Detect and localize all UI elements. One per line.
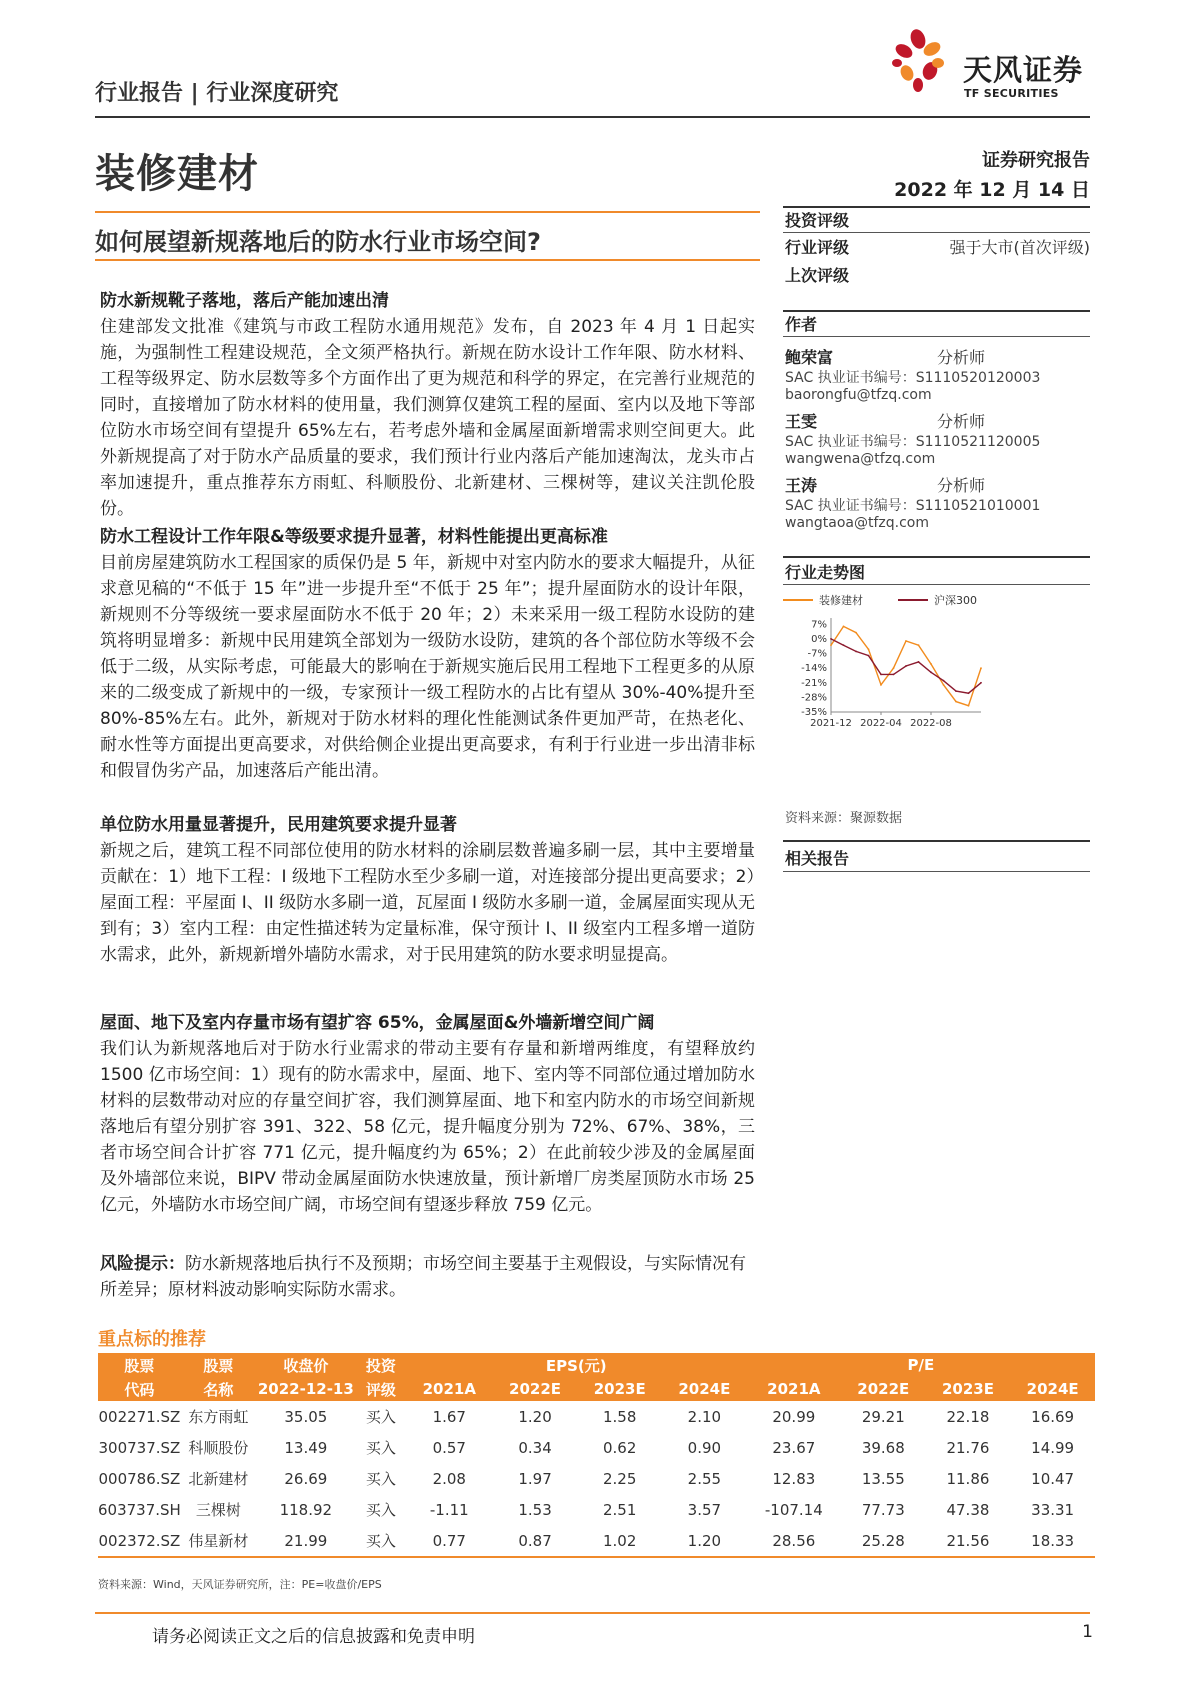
author-name: 王涛 <box>785 476 818 495</box>
table-header-row <box>98 1353 1095 1377</box>
section-paragraph: 我们认为新规落地后对于防水行业需求的带动主要有存量和新增两维度，有望释放约 1500 亿市场空间：1）现有的防水需求中，屋面、地下、室内等不同部位通过增加防水材料的层数带动对应的存量空间扩容，我们测算屋面、地下和室内防水的市场空间新规落地后有望分别扩容 391、322、58 亿元，提升幅度分别为 72%、67%、38%，三者市场空间合计扩容 771 亿元，提升幅度约为 65%；2）在此前较少涉及的金属屋面及外墙部位来说，BIPV 带动金属屋面防水快速放量，预计新增厂房类屋顶防水市场 25 亿元，外墙防水市场空间广阔，市场空间有望逐步释放 759 亿元。 <box>100 1039 755 1215</box>
th-pe-2021a: 2021A <box>747 1377 841 1401</box>
section-heading: 单位防水用量显著提升，民用建筑要求提升显著 <box>100 815 457 835</box>
series-point <box>905 640 907 642</box>
table-cell: 14.99 <box>1031 1438 1075 1457</box>
section-paragraph: 新规之后，建筑工程不同部位使用的防水材料的涂刷层数普遍多刷一层，其中主要增量贡献在：1）地下工程：I 级地下工程防水至少多刷一道，对连接部分提出更高要求；2）屋面工程：平屋面 I、II 级防水多刷一道，瓦屋面 I 级防水多刷一道，金属屋面实现从无到有；3）室内工程：由定性描述转为定量标准，保守预计 I、II 级室内工程多增一道防水需求，此外，新规新增外墙防水需求，对于民用建筑的防水要求明显提高。 <box>100 841 755 965</box>
table-cell: 1.58 <box>603 1407 637 1426</box>
series-point <box>893 674 895 676</box>
table-row <box>98 1432 1095 1463</box>
table-cell: 33.31 <box>1031 1500 1075 1519</box>
series-point <box>918 644 920 646</box>
table-cell: 47.38 <box>946 1500 990 1519</box>
report-date: 2022 年 12 月 14 日 <box>894 179 1090 201</box>
series-point <box>893 667 895 669</box>
series-point <box>843 625 845 627</box>
table-cell: 35.05 <box>284 1407 328 1426</box>
table-cell: 26.69 <box>284 1469 328 1488</box>
title-top-divider <box>95 211 760 213</box>
table-cell: 39.68 <box>861 1438 905 1457</box>
table-cell: 3.57 <box>687 1500 722 1519</box>
related-rule <box>783 871 1090 872</box>
related-top-rule <box>783 840 1090 842</box>
th-date: 2022-12-13 <box>256 1377 356 1401</box>
table-cell: 603737.SH <box>98 1500 181 1519</box>
industry-rating-label: 行业评级 <box>785 238 850 257</box>
author-role: 分析师 <box>937 412 986 431</box>
y-tick-label: 0% <box>811 633 827 645</box>
author-role: 分析师 <box>937 348 986 367</box>
series-point <box>880 684 882 686</box>
rating-heading: 投资评级 <box>785 211 850 230</box>
section-heading: 防水新规靴子落地，落后产能加速出清 <box>100 291 389 311</box>
table-cell: 买入 <box>365 1408 396 1426</box>
series-point <box>943 684 945 686</box>
th-pe-2024e: 2024E <box>1010 1377 1095 1401</box>
logo-name: 天风证券 <box>963 53 1084 87</box>
table-cell: -107.14 <box>764 1500 823 1519</box>
table-cell: 11.86 <box>946 1469 990 1488</box>
series-point <box>930 671 932 673</box>
series-point <box>930 663 932 665</box>
y-tick-label: -28% <box>801 692 827 704</box>
table-title: 重点标的推荐 <box>98 1329 206 1350</box>
report-category: 行业报告 | 行业深度研究 <box>95 81 339 106</box>
table-cell: 东方雨虹 <box>188 1408 249 1426</box>
author-role: 分析师 <box>937 476 986 495</box>
x-tick-label: 2022-08 <box>910 718 952 729</box>
author-cert: SAC 执业证书编号：S1110521120005 <box>785 434 1041 450</box>
table-cell: 0.87 <box>493 1525 578 1557</box>
title-bottom-divider <box>95 259 760 261</box>
section-paragraph: 住建部发文批准《建筑与市政工程防水通用规范》发布，自 2023 年 4 月 1 日起实施，为强制性工程建设规范，全文须严格执行。新规在防水设计工作年限、防水材料、工程等级界定、防水层数等多个方面作出了更为规范和科学的界定，在完善行业规范的同时，直接增加了防水材料的使用量，我们测算仅建筑工程的屋面、室内以及地下等部位防水市场空间有望提升 65%左右，若考虑外墙和金属屋面新增需求则空间更大。此外新规提高了对于防水产品质量的要求，我们预计行业内落后产能加速淘汰，龙头市占率加速提升，重点推荐东方雨虹、科顺股份、北新建材、三棵树等，建议关注凯伦股份。 <box>100 317 755 519</box>
table-cell: 13.49 <box>284 1438 328 1457</box>
table-header-row <box>98 1377 1095 1401</box>
table-row <box>98 1401 1095 1432</box>
table-row <box>98 1494 1095 1525</box>
section-heading: 防水工程设计工作年限&等级要求提升显著，材料性能提出更高标准 <box>100 527 608 547</box>
footer-disclaimer: 请务必阅读正文之后的信息披露和免责申明 <box>152 1627 475 1647</box>
series-point <box>830 638 832 640</box>
y-tick-label: 7% <box>811 619 827 631</box>
table-cell: 买入 <box>365 1501 396 1519</box>
series-point <box>943 680 945 682</box>
table-cell: 22.18 <box>946 1407 990 1426</box>
industry-trend-chart <box>783 590 1093 790</box>
series-point <box>968 705 970 707</box>
table-cell: 1.53 <box>518 1500 552 1519</box>
author-email[interactable]: wangtaoa@tfzq.com <box>785 515 930 531</box>
y-tick-label: -35% <box>801 707 827 718</box>
series-point <box>830 644 832 646</box>
industry-title: 装修建材 <box>95 151 259 197</box>
th-pe-2022e: 2022E <box>841 1377 926 1401</box>
table-cell: 21.76 <box>946 1438 990 1457</box>
section-paragraph: 目前房屋建筑防水工程国家的质保仍是 5 年，新规中对室内防水的要求大幅提升，从征求意见稿的“不低于 15 年”进一步提升至“不低于 25 年”；提升屋面防水的设计年限，新规则不分等级统一要求屋面防水不低于 20 年；2）未来采用一级工程防水设防的建筑将明显增多：新规中民用建筑全部划为一级防水设防，建筑的各个部位防水等级不会低于二级，从实际考虑，可能最大的影响在于新规实施后民用工程地下工程更多的从原来的二级变成了新规中的一级，专家预计一级工程防水的占比有望从 30%-40%提升至 80%-85%左右。此外，新规对于防水材料的理化性能测试条件更加严苛，在热老化、耐水性等方面提出更高要求，对供给侧企业提出更高要求，有利于行业进一步出清非标和假冒伪劣产品，加速落后产能出清。 <box>100 553 755 781</box>
table-row <box>98 1525 1095 1557</box>
series-point <box>968 692 970 694</box>
table-cell: 1.67 <box>432 1407 466 1426</box>
table-cell: 28.56 <box>747 1525 841 1557</box>
table-cell: 1.97 <box>518 1469 552 1488</box>
y-tick-label: -14% <box>801 663 827 675</box>
footer-divider <box>95 1612 1090 1614</box>
y-tick-label: -21% <box>801 677 827 689</box>
document-title: 如何展望新规落地后的防水行业市场空间? <box>95 228 541 256</box>
legend-label: 装修建材 <box>819 594 863 607</box>
trend-top-rule <box>783 556 1090 558</box>
section-block <box>100 812 755 968</box>
table-cell: 科顺股份 <box>188 1439 249 1457</box>
table-cell: 0.90 <box>687 1438 722 1457</box>
logo-subtitle: TF SECURITIES <box>964 87 1059 100</box>
table-cell: 1.02 <box>577 1525 662 1557</box>
report-type: 证券研究报告 <box>982 150 1090 171</box>
table-cell: 002271.SZ <box>98 1407 181 1426</box>
th-code: 代码 <box>98 1377 181 1401</box>
table-cell: 买入 <box>356 1525 406 1557</box>
table-cell: 21.99 <box>256 1525 356 1557</box>
series-point <box>868 648 870 650</box>
x-tick-label: 2021-12 <box>810 718 852 729</box>
recommendation-table <box>98 1353 1095 1558</box>
risk-text: 防水新规落地后执行不及预期；市场空间主要基于主观假设，与实际情况有所差异；原材料波动影响实际防水需求。 <box>100 1254 746 1300</box>
page-number: 1 <box>1082 1622 1093 1642</box>
section-heading: 屋面、地下及室内存量市场有望扩容 65%，金属屋面&外墙新增空间广阔 <box>100 1013 655 1033</box>
table-cell: 2.51 <box>603 1500 637 1519</box>
table-cell: 20.99 <box>772 1407 816 1426</box>
series-point <box>905 665 907 667</box>
table-cell: 23.67 <box>772 1438 816 1457</box>
table-cell: 买入 <box>365 1470 396 1488</box>
previous-rating-label: 上次评级 <box>785 266 850 285</box>
th-rating: 投资 <box>356 1353 406 1377</box>
trend-rule <box>783 584 1090 585</box>
table-cell: 002372.SZ <box>98 1525 181 1557</box>
authors-rule <box>783 336 1090 337</box>
table-cell: 10.47 <box>1031 1469 1075 1488</box>
table-cell: 118.92 <box>279 1500 333 1519</box>
table-cell: 伟星新材 <box>181 1525 256 1557</box>
author-cert: SAC 执业证书编号：S1110520120003 <box>785 370 1041 386</box>
th-stock: 股票 <box>98 1353 181 1377</box>
table-cell: 77.73 <box>861 1500 905 1519</box>
table-cell: 16.69 <box>1031 1407 1075 1426</box>
table-cell: 12.83 <box>772 1469 816 1488</box>
related-heading: 相关报告 <box>785 849 850 868</box>
table-cell: 000786.SZ <box>98 1469 181 1488</box>
section-block <box>100 1010 755 1218</box>
th-eps-2021a: 2021A <box>406 1377 493 1401</box>
table-cell: 2.55 <box>687 1469 722 1488</box>
section-block <box>100 288 755 522</box>
authors-heading: 作者 <box>785 315 818 334</box>
th-close: 收盘价 <box>256 1353 356 1377</box>
risk-label: 风险提示： <box>100 1254 185 1274</box>
trend-heading: 行业走势图 <box>785 563 866 582</box>
series-point <box>855 651 857 653</box>
table-cell: 2.08 <box>432 1469 466 1488</box>
author-name: 王雯 <box>785 412 818 431</box>
table-row <box>98 1463 1095 1494</box>
table-cell: 1.20 <box>518 1407 552 1426</box>
table-cell: 2.10 <box>687 1407 722 1426</box>
series-point <box>955 701 957 703</box>
th-eps-2022e: 2022E <box>493 1377 578 1401</box>
table-cell: 300737.SZ <box>98 1438 181 1457</box>
table-cell: 1.20 <box>662 1525 747 1557</box>
industry-rating-value: 强于大市(首次评级) <box>949 238 1090 257</box>
table-cell: 21.56 <box>926 1525 1011 1557</box>
th-name: 名称 <box>181 1377 256 1401</box>
th-eps-2023e: 2023E <box>577 1377 662 1401</box>
table-cell: 北新建材 <box>188 1470 249 1488</box>
table-cell: 29.21 <box>861 1407 905 1426</box>
th-stock: 股票 <box>181 1353 256 1377</box>
series-point <box>868 655 870 657</box>
series-point <box>980 667 982 669</box>
series-point <box>955 690 957 692</box>
series-point <box>880 674 882 676</box>
th-pe: P/E <box>747 1353 1095 1377</box>
th-eps: EPS(元) <box>406 1353 747 1377</box>
series-point <box>980 682 982 684</box>
author-email[interactable]: baorongfu@tfzq.com <box>785 387 932 403</box>
table-cell: 25.28 <box>841 1525 926 1557</box>
table-cell: 三棵树 <box>195 1501 241 1519</box>
series-point <box>855 632 857 634</box>
table-cell: 18.33 <box>1010 1525 1095 1557</box>
header-divider <box>95 116 1090 118</box>
table-cell: 0.57 <box>432 1438 466 1457</box>
risk-note <box>100 1251 755 1303</box>
series-point <box>918 661 920 663</box>
authors-top-rule <box>783 310 1090 312</box>
table-cell: 13.55 <box>861 1469 905 1488</box>
table-cell: 0.77 <box>406 1525 493 1557</box>
table-cell: -1.11 <box>429 1500 469 1519</box>
chart-source: 资料来源：聚源数据 <box>785 811 903 826</box>
y-tick-label: -7% <box>807 648 827 660</box>
x-tick-label: 2022-04 <box>860 718 902 729</box>
table-cell: 买入 <box>365 1439 396 1457</box>
table-cell: 2.25 <box>603 1469 637 1488</box>
legend-label: 沪深300 <box>934 594 977 607</box>
table-source: 资料来源：Wind，天风证券研究所，注：PE=收盘价/EPS <box>98 1578 382 1591</box>
series-point <box>843 644 845 646</box>
author-name: 鲍荣富 <box>785 348 834 367</box>
rating-rule <box>783 232 1090 233</box>
author-cert: SAC 执业证书编号：S1110521010001 <box>785 498 1041 514</box>
table-cell: 0.62 <box>603 1438 637 1457</box>
th-pe-2023e: 2023E <box>926 1377 1011 1401</box>
th-eps-2024e: 2024E <box>662 1377 747 1401</box>
section-block <box>100 524 755 784</box>
author-email[interactable]: wangwena@tfzq.com <box>785 451 936 467</box>
th-grade: 评级 <box>356 1377 406 1401</box>
table-cell: 0.34 <box>518 1438 552 1457</box>
